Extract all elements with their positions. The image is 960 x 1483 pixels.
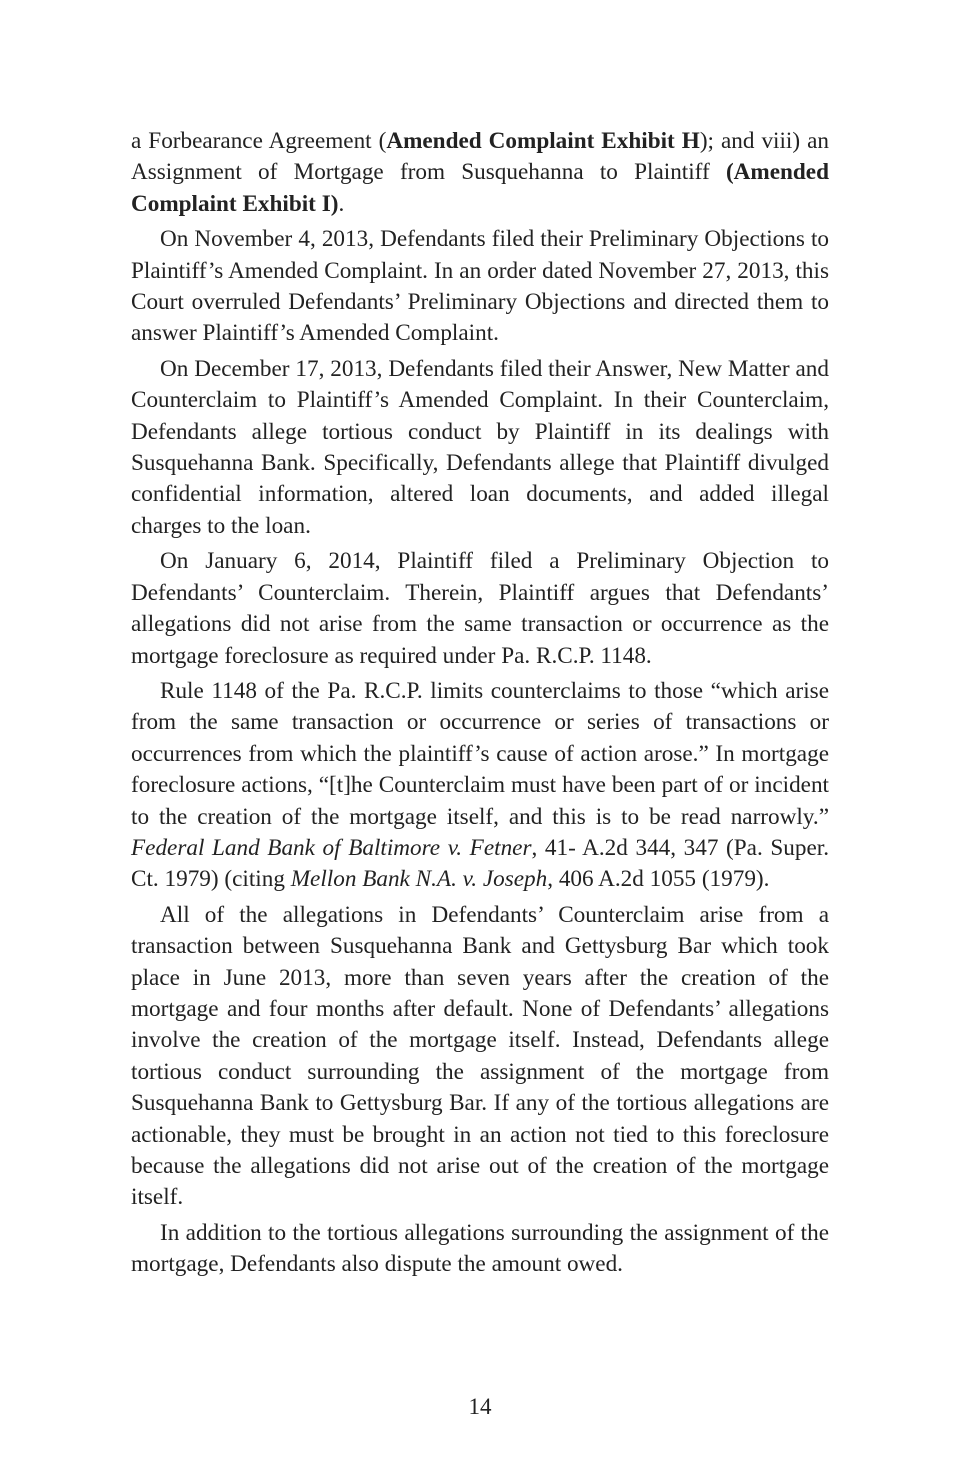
text-run: Rule 1148 of the Pa. R.C.P. limits counterclaims to those “which arise from the same transaction or occurrence or series of transactions or occurrences from which the plaintiff’s cause of action arose.” In mortgage foreclosure actions, “[t]he Counterclaim must have been part of or incident to the creation of the mortgage itself, and this is to be read narrowly.” [131,677,829,830]
text-run: ); and viii) an Assignment of Mortgage from Susquehanna to Plaintiff [131,128,829,186]
text-run: , 41- A.2d 344, 347 (Pa. Super. Ct. 1979) (citing [131,834,829,893]
paragraph-rule-1148 [131,676,829,896]
paragraph-exhibits [131,126,829,220]
exhibit-h-reference: Amended Complaint Exhibit H [386,128,700,154]
case-citation: Federal Land Bank of Baltimore v. Fetner [131,834,532,861]
text-run: a Forbearance Agreement ( [131,128,387,154]
paragraph-answer-counterclaim: On December 17, 2013, Defendants filed their Answer, New Matter and Counterclaim to Plaintiff’s Amended Complaint. In their Counterclaim, Defendants allege tortious conduct by Plaintiff in its dealings with Susquehanna Bank. Specifically, Defendants allege that Plaintiff divulged confidential information, altered loan documents, and added illegal charges to the loan. [131,355,829,539]
case-citation: Mellon Bank N.A. v. Joseph [290,866,548,893]
body-text [131,126,829,1285]
paragraph-preliminary-objection: On January 6, 2014, Plaintiff filed a Preliminary Objection to Defendants’ Counterclaim. Therein, Plaintiff argues that Defendants’ allegations did not arise from the same transaction or occurrence as the mortgage foreclosure as required under Pa. R.C.P. 1148. [131,548,829,669]
paragraph-amount-owed: In addition to the tortious allegations surrounding the assignment of the mortgage, Defendants also dispute the amount owed. [131,1219,829,1278]
paragraph-allegations: All of the allegations in Defendants’ Counterclaim arise from a transaction between Susquehanna Bank and Gettysburg Bar which took place in June 2013, more than seven years after the creation of the mortgage and four months after default. None of Defendants’ allegations involve the creation of the mortgage itself. Instead, Defendants allege tortious conduct surrounding the assignment of the mortgage from Susquehanna Bank to Gettysburg Bar. If any of the tortious allegations are actionable, they must be brought in an action not tied to this foreclosure because the allegations did not arise out of the creation of the mortgage itself. [131,901,829,1211]
exhibit-i-reference: (Amended Complaint Exhibit I) [131,159,829,217]
page-number: 14 [468,1394,492,1419]
paragraph-preliminary-objections: On November 4, 2013, Defendants filed their Preliminary Objections to Plaintiff’s Amended Complaint. In an order dated November 27, 2013, this Court overruled Defendants’ Preliminary Objections and directed them to answer Plaintiff’s Amended Complaint. [131,226,829,347]
text-run: , 406 A.2d 1055 (1979). [547,866,770,893]
text-run: . [338,190,345,217]
